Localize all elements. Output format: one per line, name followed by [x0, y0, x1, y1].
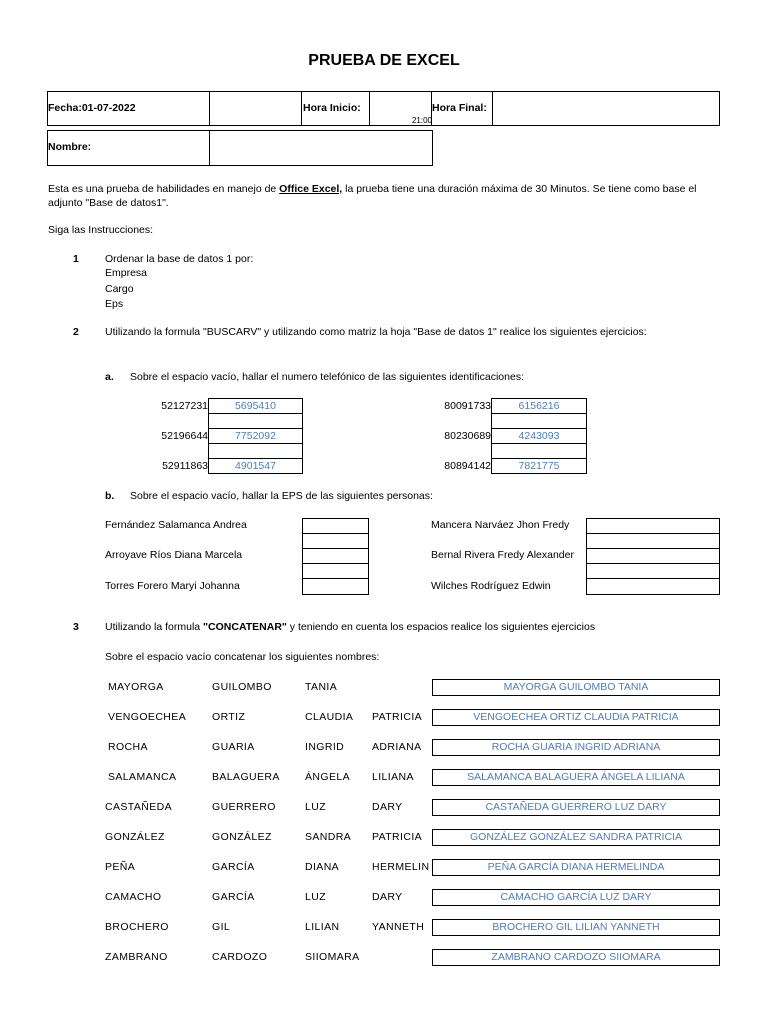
step3-emphasis: "CONCATENAR"	[203, 621, 287, 633]
nombre-field[interactable]	[210, 131, 432, 165]
id-label: 80091733	[444, 400, 491, 412]
name-part: GUERRERO	[212, 801, 276, 813]
blank-cell[interactable]	[210, 92, 301, 125]
name-part: SIIOMARA	[305, 951, 360, 963]
name-part: YANNETH	[372, 921, 425, 933]
nombre-label: Nombre:	[48, 141, 92, 153]
step1-text: Ordenar la base de datos 1 por:	[105, 253, 254, 265]
step3-subtext: Sobre el espacio vacío concatenar los siguientes nombres:	[105, 651, 380, 663]
name-part: SANDRA	[305, 831, 352, 843]
phone-cell[interactable]: 7752092	[208, 428, 303, 444]
name-part: ORTIZ	[212, 711, 246, 723]
phone-cell[interactable]: 6156216	[491, 398, 587, 414]
step2b-text: Sobre el espacio vacío, hallar la EPS de las siguientes personas:	[130, 490, 433, 502]
step2b-letter: b.	[105, 490, 115, 502]
concat-result-cell[interactable]: GONZÁLEZ GONZÁLEZ SANDRA PATRICIA	[432, 829, 720, 846]
name-part: SALAMANCA	[108, 771, 177, 783]
person-name: Wilches Rodríguez Edwin	[431, 580, 551, 592]
name-part: TANIA	[305, 681, 338, 693]
eps-cell[interactable]	[302, 563, 369, 579]
name-part: GARCÍA	[212, 861, 255, 873]
step2a-text: Sobre el espacio vacío, hallar el numero telefónico de las siguientes identificaciones:	[130, 371, 524, 383]
intro-emphasis: Office Excel,	[279, 183, 343, 195]
name-part: ZAMBRANO	[105, 951, 168, 963]
hora-final-field[interactable]	[493, 92, 719, 125]
name-part: GUILOMBO	[212, 681, 272, 693]
id-label: 80894142	[444, 460, 491, 472]
divider	[301, 91, 302, 126]
concat-result-cell[interactable]: ROCHA GUARIA INGRID ADRIANA	[432, 739, 720, 756]
eps-cell[interactable]	[302, 518, 369, 534]
concat-result-cell[interactable]: ZAMBRANO CARDOZO SIIOMARA	[432, 949, 720, 966]
name-part: HERMELIN	[372, 861, 430, 873]
concat-result-cell[interactable]: CAMACHO GARCÍA LUZ DARY	[432, 889, 720, 906]
hora-inicio-label: Hora Inicio:	[303, 102, 361, 114]
step1-item: Eps	[105, 298, 124, 310]
phone-cell[interactable]: 4243093	[491, 428, 587, 444]
name-part: ÁNGELA	[305, 771, 350, 783]
blank-cell[interactable]	[208, 413, 303, 429]
phone-cell[interactable]: 7821775	[491, 458, 587, 474]
blank-cell[interactable]	[491, 413, 587, 429]
intro-paragraph	[48, 182, 720, 210]
page-title: PRUEBA DE EXCEL	[308, 52, 460, 69]
phone-cell[interactable]: 4901547	[208, 458, 303, 474]
name-part: ROCHA	[108, 741, 148, 753]
name-part: DIANA	[305, 861, 340, 873]
name-part: LUZ	[305, 801, 327, 813]
concat-result-cell[interactable]: CASTAÑEDA GUERRERO LUZ DARY	[432, 799, 720, 816]
name-part: PEÑA	[105, 861, 136, 873]
eps-cell[interactable]	[302, 548, 369, 564]
step3-text-2: y teniendo en cuenta los espacios realice los siguientes ejercicios	[286, 621, 596, 633]
name-part: MAYORGA	[108, 681, 164, 693]
name-part: DARY	[372, 801, 403, 813]
eps-cell[interactable]	[586, 533, 720, 549]
phone-cell[interactable]: 5695410	[208, 398, 303, 414]
step3-number: 3	[73, 621, 79, 633]
name-part: BROCHERO	[105, 921, 169, 933]
eps-cell[interactable]	[586, 578, 720, 595]
eps-cell[interactable]	[586, 548, 720, 564]
id-label: 80230689	[444, 430, 491, 442]
name-part: GONZÁLEZ	[105, 831, 165, 843]
name-part: CLAUDIA	[305, 711, 354, 723]
name-part: LUZ	[305, 891, 327, 903]
name-part: BALAGUERA	[212, 771, 280, 783]
intro-text-2: la prueba tiene una duración máxima de 30 Minutos. Se tiene como base el adjunto "Base de datos1".	[48, 183, 697, 209]
id-label: 52911863	[162, 460, 208, 472]
fecha-label: Fecha:01-07-2022	[48, 102, 136, 114]
name-part: CASTAÑEDA	[105, 801, 172, 813]
concat-result-cell[interactable]: SALAMANCA BALAGUERA ÁNGELA LILIANA	[432, 769, 720, 786]
instructions-label: Siga las Instrucciones:	[48, 224, 154, 236]
person-name: Bernal Rivera Fredy Alexander	[431, 549, 574, 561]
blank-cell[interactable]	[208, 443, 303, 459]
concat-result-cell[interactable]: MAYORGA GUILOMBO TANIA	[432, 679, 720, 696]
name-part: GIL	[212, 921, 231, 933]
name-part: GUARIA	[212, 741, 255, 753]
concat-result-cell[interactable]: VENGOECHEA ORTIZ CLAUDIA PATRICIA	[432, 709, 720, 726]
person-name: Torres Forero Maryi Johanna	[105, 580, 240, 592]
name-part: GARCÍA	[212, 891, 255, 903]
step2-text: Utilizando la formula "BUSCARV" y utilizando como matriz la hoja "Base de datos 1" realice los siguientes ejercicios:	[105, 326, 647, 338]
step1-number: 1	[73, 253, 79, 265]
name-part: GONZÁLEZ	[212, 831, 272, 843]
eps-cell[interactable]	[302, 533, 369, 549]
blank-cell[interactable]	[491, 443, 587, 459]
name-part: INGRID	[305, 741, 345, 753]
name-part: ADRIANA	[372, 741, 422, 753]
name-part: PATRICIA	[372, 711, 423, 723]
hora-inicio-value[interactable]: 21:00	[411, 116, 432, 125]
person-name: Fernández Salamanca Andrea	[105, 519, 247, 531]
intro-text-1: Esta es una prueba de habilidades en manejo de	[48, 183, 280, 195]
name-part: PATRICIA	[372, 831, 423, 843]
step3-text-1: Utilizando la formula	[105, 621, 204, 633]
step1-item: Cargo	[105, 283, 134, 295]
id-label: 52196644	[161, 430, 208, 442]
name-part: DARY	[372, 891, 403, 903]
step1-item: Empresa	[105, 267, 148, 279]
id-label: 52127231	[161, 400, 208, 412]
name-part: LILIAN	[305, 921, 340, 933]
step2-number: 2	[73, 326, 79, 338]
name-part: CARDOZO	[212, 951, 268, 963]
step2a-letter: a.	[105, 371, 114, 383]
step3-text	[105, 621, 595, 633]
eps-cell[interactable]	[586, 563, 720, 579]
concat-result-cell[interactable]: BROCHERO GIL LILIAN YANNETH	[432, 919, 720, 936]
eps-cell[interactable]	[586, 518, 720, 534]
name-part: CAMACHO	[105, 891, 162, 903]
person-name: Mancera Narváez Jhon Fredy	[431, 519, 570, 531]
person-name: Arroyave Ríos Diana Marcela	[105, 549, 243, 561]
hora-final-label: Hora Final:	[432, 102, 487, 114]
name-part: LILIANA	[372, 771, 414, 783]
concat-result-cell[interactable]: PEÑA GARCÍA DIANA HERMELINDA	[432, 859, 720, 876]
name-part: VENGOECHEA	[108, 711, 187, 723]
eps-cell[interactable]	[302, 578, 369, 595]
